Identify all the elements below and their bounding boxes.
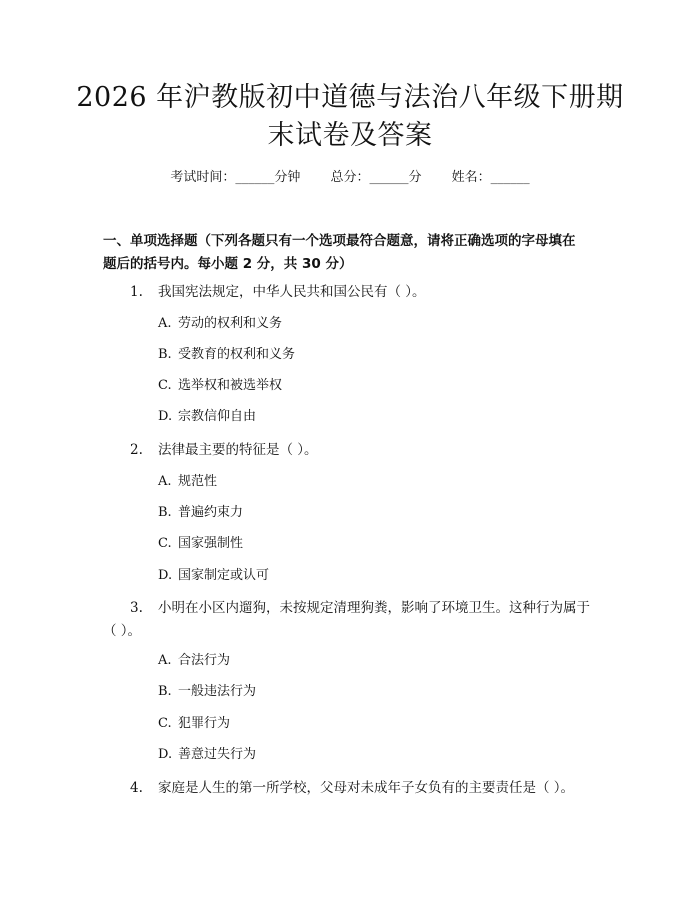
question-text: 我国宪法规定，中华人民共和国公民有（ ）。 — [158, 284, 426, 300]
question-1-option-b: B. 受教育的权利和义务 — [158, 347, 296, 362]
question-3-option-d: D. 善意过失行为 — [158, 747, 257, 762]
question-1-option-c: C. 选举权和被选举权 — [158, 378, 283, 393]
question-1 — [103, 281, 603, 303]
question-text: 家庭是人生的第一所学校，父母对未成年子女负有的主要责任是（ ）。 — [158, 780, 575, 796]
name-field: 姓名：______ — [451, 170, 530, 185]
question-number: 1. — [130, 284, 143, 300]
question-1-option-d: D. 宗教信仰自由 — [158, 409, 257, 424]
exam-time-field: 考试时间：______分钟 — [170, 170, 301, 185]
section-heading-line-1: 一、单项选择题（下列各题只有一个选项最符合题意，请将正确选项的字母填在 — [103, 233, 576, 249]
question-text-line-2: （ ）。 — [103, 623, 142, 639]
question-2-option-c: C. 国家强制性 — [158, 536, 244, 551]
question-3-option-c: C. 犯罪行为 — [158, 716, 231, 731]
exam-title-line-1: 2026 年沪教版初中道德与法治八年级下册期 — [76, 82, 624, 113]
question-3 — [103, 597, 603, 619]
question-3-option-b: B. 一般违法行为 — [158, 684, 257, 699]
question-4 — [103, 777, 603, 799]
question-3-option-a: A. 合法行为 — [158, 653, 231, 668]
section-heading-line-2: 题后的括号内。每小题 2 分，共 30 分） — [103, 256, 353, 272]
question-3-continued — [103, 620, 603, 642]
exam-title-line-2: 末试卷及答案 — [267, 120, 433, 151]
question-text: 法律最主要的特征是（ ）。 — [158, 442, 318, 458]
total-score-field: 总分：______分 — [330, 170, 422, 185]
question-2-option-b: B. 普遍约束力 — [158, 505, 244, 520]
question-number: 4. — [130, 780, 143, 796]
question-number: 3. — [130, 600, 143, 616]
question-text-line-1: 小明在小区内遛狗，未按规定清理狗粪，影响了环境卫生。这种行为属于 — [158, 600, 590, 616]
question-1-option-a: A. 劳动的权利和义务 — [158, 316, 283, 331]
question-2-option-d: D. 国家制定或认可 — [158, 568, 270, 583]
question-2-option-a: A. 规范性 — [158, 474, 218, 489]
exam-meta — [0, 168, 700, 188]
question-number: 2. — [130, 442, 143, 458]
question-2 — [103, 439, 603, 461]
